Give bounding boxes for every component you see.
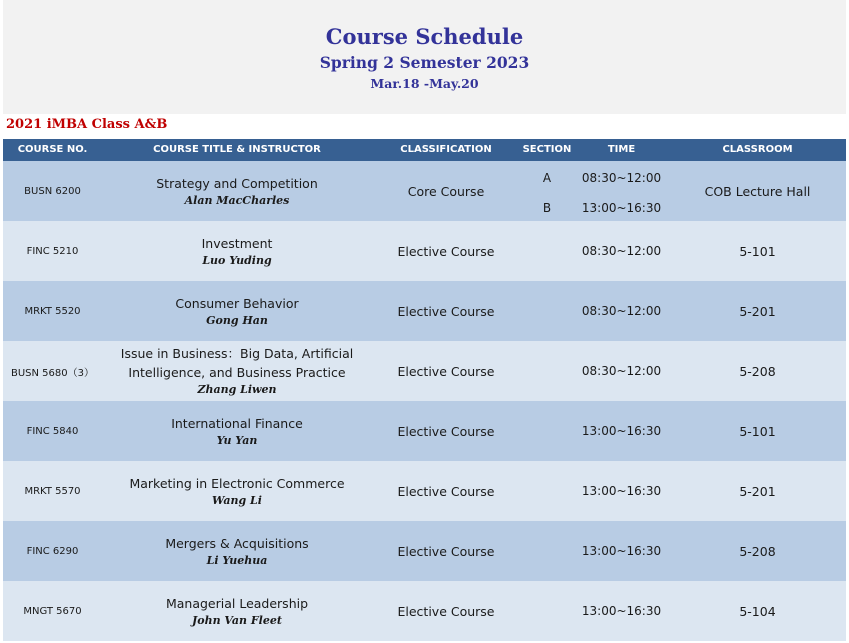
course-code: FINC 5210	[26, 245, 79, 257]
course-title-line2: Intelligence, and Business Practice	[128, 365, 346, 380]
instructor-name: Yu Yan	[216, 433, 258, 447]
classification: Elective Course	[397, 483, 495, 499]
course-code: MRKT 5570	[24, 485, 81, 497]
course-title: Marketing in Electronic Commerce	[129, 475, 345, 491]
col-classroom: CLASSROOM	[722, 144, 793, 155]
course-title: International Finance	[171, 415, 303, 431]
time: 08:30~12:00	[581, 364, 662, 378]
col-course-title: COURSE TITLE & INSTRUCTOR	[153, 144, 321, 155]
col-course-no: COURSE NO.	[17, 144, 88, 155]
course-title-cell	[102, 281, 372, 341]
time-b: 13:00~16:30	[581, 201, 662, 215]
classification: Elective Course	[397, 543, 495, 559]
class-label: 2021 iMBA Class A&B	[6, 117, 168, 132]
course-title: Consumer Behavior	[175, 295, 299, 311]
time-a: 08:30~12:00	[581, 171, 662, 185]
section-cell	[520, 341, 574, 401]
table-row	[3, 401, 846, 461]
course-code: BUSN 6200	[24, 185, 81, 197]
section-cell	[520, 461, 574, 521]
table-row	[3, 161, 846, 221]
table-row	[3, 221, 846, 281]
course-title-cell	[102, 221, 372, 281]
semester-dates: Mar.18 -May.20	[370, 76, 479, 91]
classroom: 5-208	[739, 543, 776, 559]
course-title-cell	[102, 521, 372, 581]
table-header	[3, 139, 846, 161]
course-title-cell	[102, 341, 372, 401]
classification: Elective Course	[397, 603, 495, 619]
classification: Elective Course	[397, 363, 495, 379]
course-code: MRKT 5520	[24, 305, 81, 317]
col-time: TIME	[607, 144, 636, 155]
section-b: B	[542, 201, 552, 215]
instructor-name: Luo Yuding	[202, 253, 272, 267]
col-section: SECTION	[522, 144, 572, 155]
instructor-name: Wang Li	[212, 493, 262, 507]
course-code: BUSN 5680（3）	[11, 367, 94, 379]
table-row	[3, 281, 846, 341]
time: 08:30~12:00	[581, 244, 662, 258]
time: 08:30~12:00	[581, 304, 662, 318]
table-row	[3, 341, 846, 401]
table-row	[3, 521, 846, 581]
section-a: A	[542, 171, 552, 185]
section-cell	[520, 581, 574, 641]
time: 13:00~16:30	[581, 424, 662, 438]
instructor-name: Gong Han	[206, 313, 268, 327]
classroom: 5-101	[739, 243, 776, 259]
classroom: 5-201	[739, 483, 776, 499]
classroom: 5-208	[739, 363, 776, 379]
classification: Elective Course	[397, 243, 495, 259]
classroom: COB Lecture Hall	[704, 183, 811, 199]
instructor-name: Alan MacCharles	[184, 193, 290, 207]
course-title-cell	[102, 581, 372, 641]
course-code: FINC 6290	[26, 545, 79, 557]
course-title-line1: Issue in Business：Big Data, Artificial	[120, 346, 354, 361]
schedule-table	[3, 139, 846, 641]
course-title-cell	[102, 461, 372, 521]
classification: Elective Course	[397, 423, 495, 439]
course-title: Strategy and Competition	[156, 175, 318, 191]
col-classification: CLASSIFICATION	[400, 144, 492, 155]
table-row	[3, 581, 846, 641]
classroom: 5-101	[739, 423, 776, 439]
instructor-name: John Van Fleet	[192, 613, 282, 627]
section-cell	[520, 161, 574, 221]
section-cell	[520, 221, 574, 281]
semester-subtitle: Spring 2 Semester 2023	[319, 53, 530, 72]
schedule-header	[3, 0, 846, 114]
instructor-name: Zhang Liwen	[197, 383, 277, 396]
classification: Core Course	[407, 183, 485, 199]
classroom: 5-201	[739, 303, 776, 319]
course-code: MNGT 5670	[23, 605, 82, 617]
classroom: 5-104	[739, 603, 776, 619]
classification: Elective Course	[397, 303, 495, 319]
course-code: FINC 5840	[26, 425, 79, 437]
course-title: Mergers & Acquisitions	[165, 535, 309, 551]
course-title-cell	[102, 401, 372, 461]
section-cell	[520, 521, 574, 581]
section-cell	[520, 281, 574, 341]
page-title: Course Schedule	[325, 24, 524, 49]
instructor-name: Li Yuehua	[206, 553, 268, 567]
time: 13:00~16:30	[581, 604, 662, 618]
time: 13:00~16:30	[581, 544, 662, 558]
time: 13:00~16:30	[581, 484, 662, 498]
time-cell	[574, 161, 669, 221]
course-title: Investment	[201, 235, 273, 251]
course-title-cell	[102, 161, 372, 221]
section-cell	[520, 401, 574, 461]
table-row	[3, 461, 846, 521]
course-title: Managerial Leadership	[165, 595, 309, 611]
